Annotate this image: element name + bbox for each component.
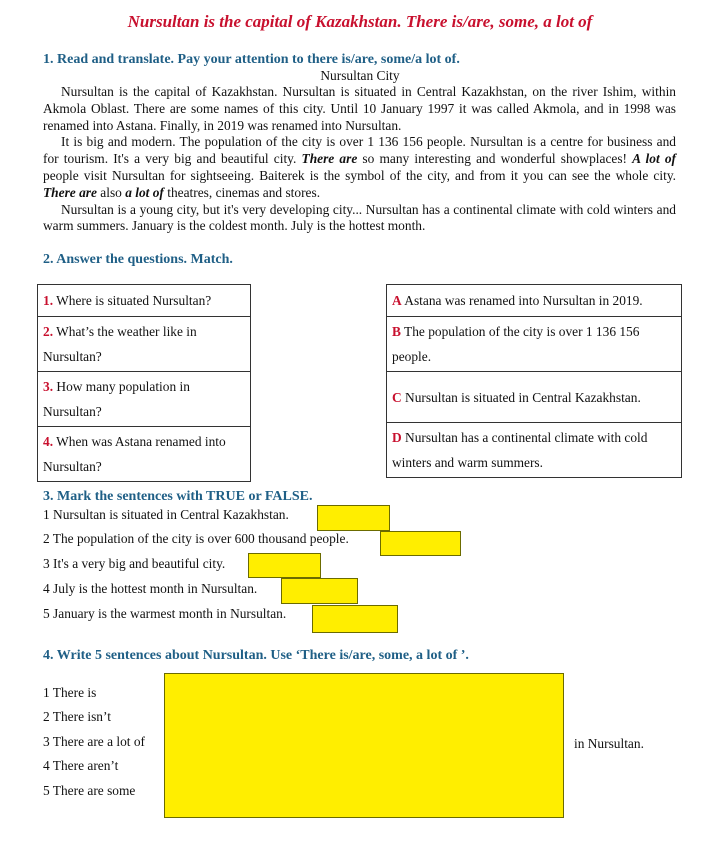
answer-d: D Nursultan has a continental climate with cold winters and warm summers. [387, 423, 682, 478]
answer-a: A Astana was renamed into Nursultan in 2019. [387, 285, 682, 317]
page-title: Nursultan is the capital of Kazakhstan. There is/are, some, a lot of [127, 12, 593, 31]
prompt-2: 2 There isn’t [43, 709, 111, 724]
tf-statement-3: 3 It's a very big and beautiful city. [43, 556, 226, 571]
tf-statement-1: 1 Nursultan is situated in Central Kazakhstan. [43, 507, 289, 522]
section1-heading: 1. Read and translate. Pay your attention to there is/are, some/a lot of. [43, 52, 460, 67]
suffix-text: in Nursultan. [574, 736, 644, 751]
sentences-answer-box[interactable] [164, 673, 564, 818]
answers-table [386, 284, 682, 478]
prompt-4: 4 There aren’t [43, 758, 119, 773]
questions-table [37, 284, 251, 482]
answer-c: C Nursultan is situated in Central Kazakhstan. [387, 372, 682, 423]
question-3: 3. How many population in Nursultan? [38, 372, 251, 427]
answer-b: B The population of the city is over 1 136 156 people. [387, 317, 682, 372]
question-2: 2. What’s the weather like in Nursultan? [38, 317, 251, 372]
tf-statement-5: 5 January is the warmest month in Nursultan. [43, 606, 287, 621]
section2-heading: 2. Answer the questions. Match. [43, 252, 233, 267]
text-title: Nursultan City [320, 68, 400, 83]
prompt-1: 1 There is [43, 685, 97, 700]
reading-text [43, 84, 676, 235]
question-1: 1. Where is situated Nursultan? [38, 285, 251, 317]
question-4: 4. When was Astana renamed into Nursultan? [38, 427, 251, 482]
section4-heading: 4. Write 5 sentences about Nursultan. Use ‘There is/are, some, a lot of ’. [43, 648, 469, 663]
tf-statement-4: 4 July is the hottest month in Nursultan. [43, 581, 258, 596]
tf-answer-box-4[interactable] [281, 578, 358, 604]
tf-answer-box-1[interactable] [317, 505, 390, 531]
prompt-3: 3 There are a lot of [43, 734, 145, 749]
tf-answer-box-3[interactable] [248, 553, 321, 578]
prompt-5: 5 There are some [43, 783, 136, 798]
tf-answer-box-2[interactable] [380, 531, 461, 556]
paragraph-1: Nursultan is the capital of Kazakhstan. Nursultan is situated in Central Kazakhstan, on the river Ishim, within Akmola Oblast. There are some names of this city. Until 10 January 1997 it was called Akmola, and in 1998 was renamed into Astana. Finally, in 2019 was renamed into Nursultan. [43, 84, 676, 133]
tf-answer-box-5[interactable] [312, 605, 398, 633]
tf-statement-2: 2 The population of the city is over 600 thousand people. [43, 531, 349, 546]
paragraph-3: Nursultan is a young city, but it's very developing city... Nursultan has a continental climate with cold winters and warm summers. January is the coldest month. July is the hottest month. [43, 201, 676, 234]
section3-heading: 3. Mark the sentences with TRUE or FALSE. [43, 489, 313, 504]
paragraph-2: It is big and modern. The population of the city is over 1 136 156 people. Nursultan is a centre for business and for tourism. It's a very big and beautiful city. There are so many interesting and wonderful showplaces! A lot of people visit Nursultan for sightseeing. Baiterek is the symbol of the city, and from it you can see the whole city. There are also a lot of theatres, cinemas and stores. [43, 134, 676, 200]
